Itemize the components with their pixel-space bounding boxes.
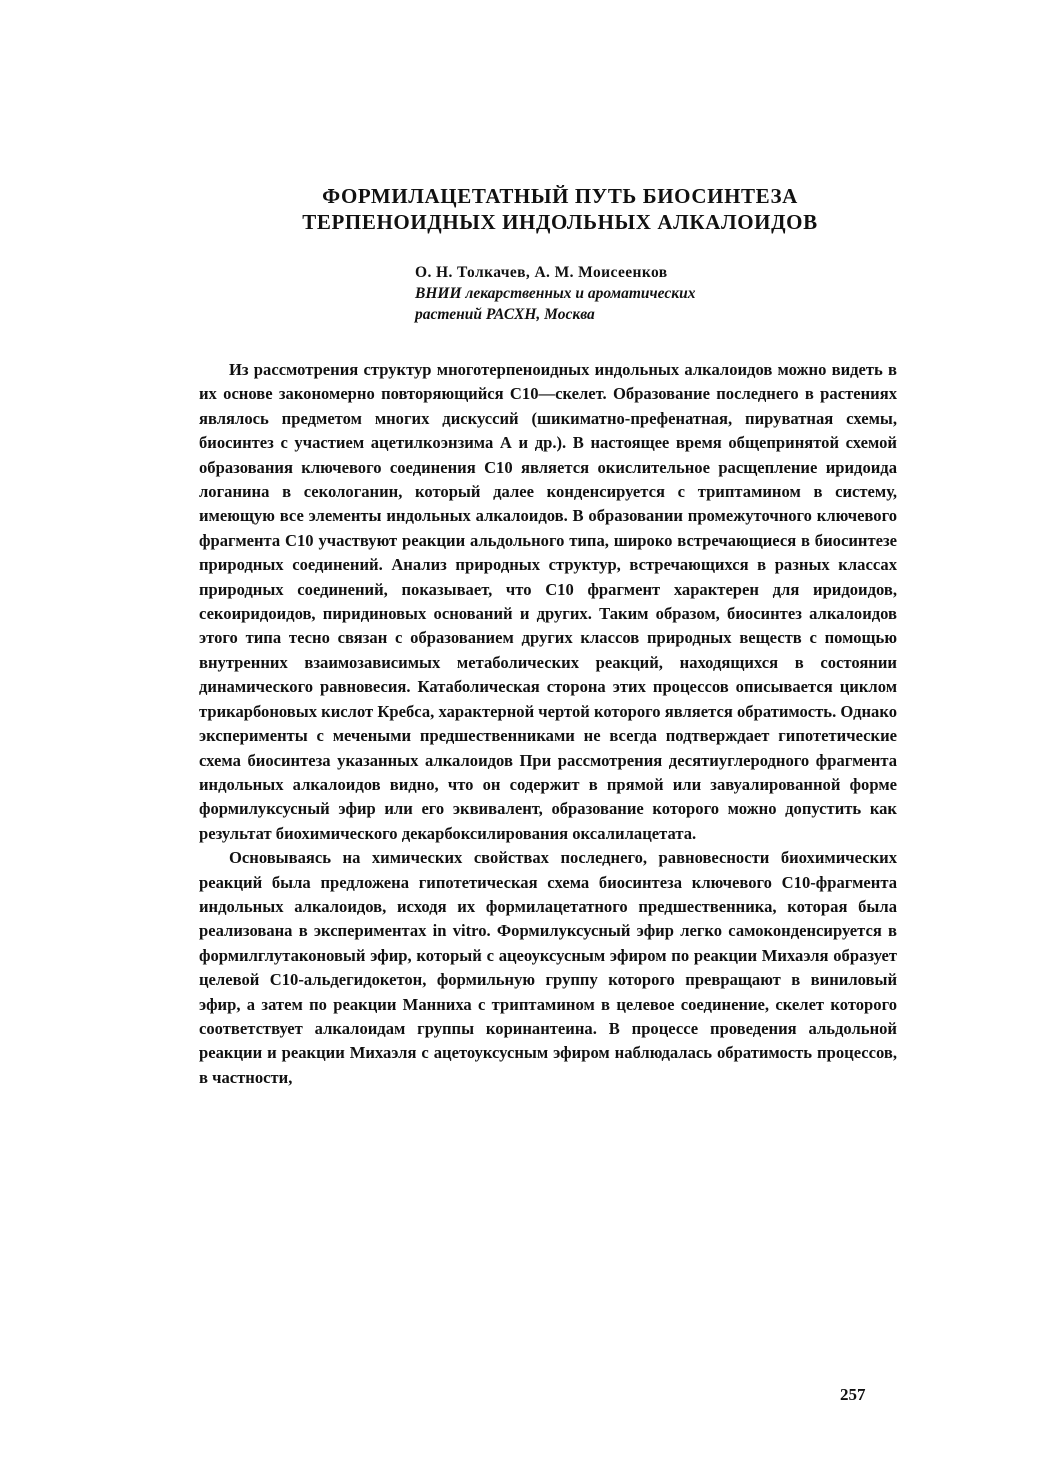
affiliation-line-1: ВНИИ лекарственных и ароматических (415, 285, 696, 302)
article-title (200, 183, 920, 235)
title-line-2: ТЕРПЕНОИДНЫХ ИНДОЛЬНЫХ АЛКАЛОИДОВ (302, 210, 818, 234)
paragraph-2: Основываясь на химических свойствах последнего, равновесности биохимических реакций была предложена гипотетическая схема биосинтеза ключевого C10-фрагмента индольных алкалоидов, исходя их формилацетатного предшественника, которая была реализована в экспериментах in vitro. Формилуксусный эфир легко самоконденсируется в формилглутаконовый эфир, который с ацеоуксусным эфиром по реакции Михаэля образует целевой C10-альдегидокетон, формильную группу которого превращают в виниловый эфир, а затем по реакции Манниха с триптамином в целевое соединение, скелет которого соответствует алкалоидам группы коринантеина. В процессе проведения альдольной реакции и реакции Михаэля с ацетоуксусным эфиром наблюдалась обратимость процессов, в частности, (199, 848, 897, 1087)
paragraph-1: Из рассмотрения структур многотерпеноидных индольных алкалоидов можно видеть в их основе закономерно повторяющийся C10—скелет. Образование последнего в растениях являлось предметом многих дискуссий (шикиматно-префенатная, пируватная схемы, биосинтез с участием ацетилкоэнзима А и др.). В настоящее время общепринятой схемой образования ключевого соединения C10 является окислительное расщепление иридоида логанина в секологанин, который далее конденсируется с триптамином в систему, имеющую все элементы индольных алкалоидов. В образовании промежуточного ключевого фрагмента C10 участвуют реакции альдольного типа, широко встречающиеся в биосинтезе природных соединений. Анализ природных структур, встречающихся в разных классах природных соединений, показывает, что C10 фрагмент характерен для иридоидов, секоиридоидов, пиридиновых оснований и других. Таким образом, биосинтез алкалоидов этого типа тесно связан с образованием других классов природных веществ с помощью внутренних взаимозависимых метаболических реакций, находящихся в состоянии динамического равновесия. Катаболическая сторона этих процессов описывается циклом трикарбоновых кислот Кребса, характерной чертой которого является обратимость. Однако эксперименты с мечеными предшественниками не всегда подтверждает гипотетические схема биосинтеза указанных алкалоидов При рассмотрения десятиуглеродного фрагмента индольных алкалоидов видно, что он содержит в прямой или завуалированной форме формилуксусный эфир или его эквивалент, образование которого можно допустить как результат биохимического декарбоксилирования оксалилацетата. (199, 360, 897, 843)
title-line-1: ФОРМИЛАЦЕТАТНЫЙ ПУТЬ БИОСИНТЕЗА (322, 184, 798, 208)
author-names: О. Н. Толкачев, А. М. Моисеенков (415, 264, 668, 281)
affiliation-line-2: растений РАСХН, Москва (415, 306, 595, 323)
article-body (199, 358, 897, 1090)
page-number: 257 (840, 1385, 866, 1404)
author-block (415, 262, 885, 325)
